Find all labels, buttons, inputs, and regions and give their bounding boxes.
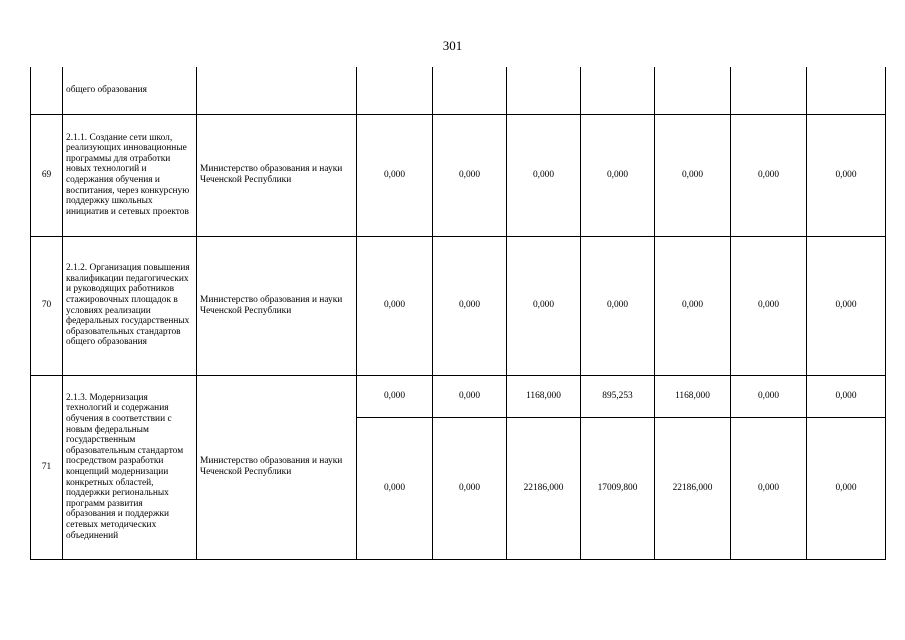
value-cell: 0,000 (357, 375, 433, 417)
row-description: общего образования (63, 67, 197, 114)
value-cell: 0,000 (433, 236, 507, 375)
table-row (31, 236, 886, 375)
value-cell: 22186,000 (507, 417, 581, 559)
value-cell: 0,000 (433, 375, 507, 417)
value-cell: 0,000 (731, 114, 807, 236)
value-cell: 1168,000 (507, 375, 581, 417)
row-number: 71 (31, 375, 63, 559)
value-cell: 0,000 (581, 114, 655, 236)
value-cell: 0,000 (731, 236, 807, 375)
value-cell: 0,000 (731, 375, 807, 417)
table-row (31, 375, 886, 417)
value-cell: 895,253 (581, 375, 655, 417)
value-cell: 0,000 (357, 114, 433, 236)
value-cell: 0,000 (357, 417, 433, 559)
value-cell: 0,000 (807, 375, 886, 417)
row-description: 2.1.2. Организация повышения квалификации педагогических и руководящих работников стажировочных площадок в условиях реализации федеральных государственных образовательных стандартов общего образования (63, 236, 197, 375)
row-number: 70 (31, 236, 63, 375)
row-number-cell (31, 67, 63, 114)
value-cell: 0,000 (731, 417, 807, 559)
row-number: 69 (31, 114, 63, 236)
value-cell: 17009,800 (581, 417, 655, 559)
row-ministry: Министерство образования и науки Чеченской Республики (197, 375, 357, 559)
value-cell: 0,000 (807, 417, 886, 559)
table-row-continued (31, 67, 886, 114)
row-ministry: Министерство образования и науки Чеченской Республики (197, 236, 357, 375)
value-cell: 0,000 (507, 236, 581, 375)
table-row (31, 114, 886, 236)
value-cell: 0,000 (807, 236, 886, 375)
value-cell: 0,000 (655, 236, 731, 375)
value-cell: 0,000 (433, 114, 507, 236)
value-cell: 0,000 (655, 114, 731, 236)
value-cell: 22186,000 (655, 417, 731, 559)
row-ministry: Министерство образования и науки Чеченской Республики (197, 114, 357, 236)
value-cell: 0,000 (807, 114, 886, 236)
page-number: 301 (442, 38, 463, 53)
value-cell: 0,000 (433, 417, 507, 559)
value-cell: 0,000 (581, 236, 655, 375)
row-description: 2.1.1. Создание сети школ, реализующих инновационные программы для отработки новых технологий и содержания обучения и воспитания, через конкурсную поддержку школьных инициатив и сетевых проектов (63, 114, 197, 236)
value-cell: 0,000 (507, 114, 581, 236)
budget-table (30, 67, 886, 560)
row-description: 2.1.3. Модернизация технологий и содержания обучения в соответствии с новым федеральным государственным образовательным стандартом посредством разработки концепций модернизации конкретных областей, поддержки региональных программ развития образования и поддержки сетевых методических объединений (63, 375, 197, 559)
value-cell: 1168,000 (655, 375, 731, 417)
value-cell: 0,000 (357, 236, 433, 375)
